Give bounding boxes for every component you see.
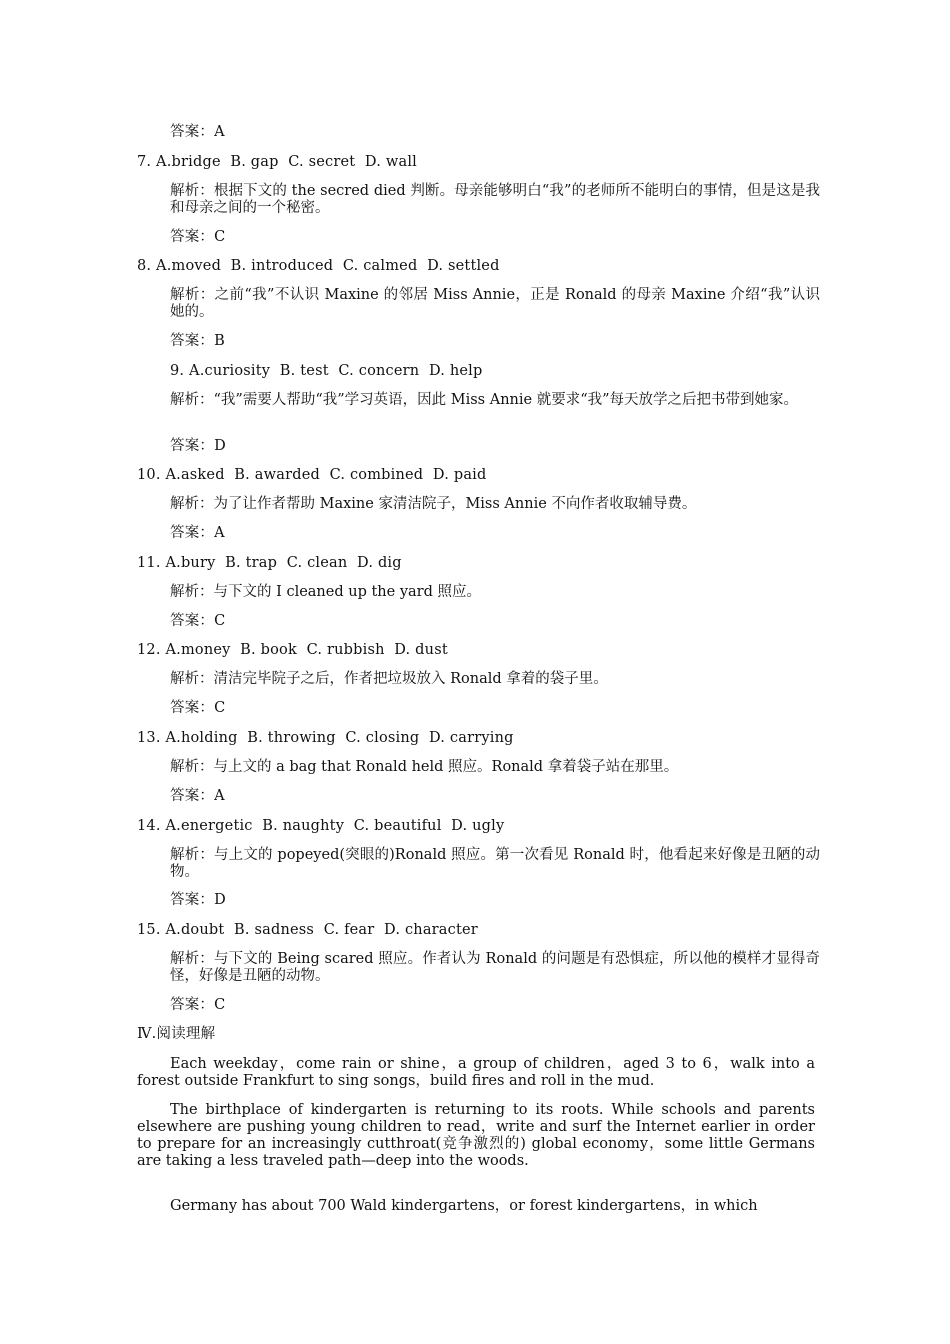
answer-line: 答案：D [170,438,226,454]
reading-paragraph-3: Germany has about 700 Wald kindergartens，or forest kindergartens，in which [170,1198,758,1214]
analysis-11: 解析：与下文的 I cleaned up the yard 照应。 [170,584,481,600]
question-7: 7. A.bridge B. gap C. secret D. wall [137,154,417,170]
answer-line: 答案：A [170,788,225,804]
analysis-13: 解析：与上文的 a bag that Ronald held 照应。Ronald 拿着袋子站在那里。 [170,759,679,775]
answer-line: 答案：D [170,892,226,908]
analysis-8: 解析：之前“我”不认识 Maxine 的邻居 Miss Annie，正是 Ronald 的母亲 Maxine 介绍“我”认识她的。 [170,287,820,320]
answer-line: 答案：B [170,333,225,349]
analysis-14: 解析：与上文的 popeyed(突眼的)Ronald 照应。第一次看见 Ronald 时，他看起来好像是丑陋的动物。 [170,847,820,880]
section-heading: Ⅳ.阅读理解 [137,1026,216,1042]
analysis-12: 解析：清洁完毕院子之后，作者把垃圾放入 Ronald 拿着的袋子里。 [170,671,608,687]
answer-line: 答案：C [170,700,226,716]
answer-line: 答案：C [170,229,226,245]
question-14: 14. A.energetic B. naughty C. beautiful D. ugly [137,818,505,834]
answer-line: 答案：C [170,997,226,1013]
answer-line: 答案：A [170,525,225,541]
question-12: 12. A.money B. book C. rubbish D. dust [137,642,448,658]
analysis-10: 解析：为了让作者帮助 Maxine 家清洁院子，Miss Annie 不向作者收取辅导费。 [170,496,697,512]
question-15: 15. A.doubt B. sadness C. fear D. character [137,922,478,938]
analysis-9: 解析：“我”需要人帮助“我”学习英语，因此 Miss Annie 就要求“我”每天放学之后把书带到她家。 [170,392,799,408]
answer-line: 答案：A [170,124,225,140]
reading-paragraph-1: Each weekday，come rain or shine，a group of children，aged 3 to 6，walk into a forest outside Frankfurt to sing songs，build fires and roll in the mud. [137,1056,815,1089]
analysis-7: 解析：根据下文的 the secred died 判断。母亲能够明白“我”的老师所不能明白的事情，但是这是我和母亲之间的一个秘密。 [170,183,820,216]
analysis-15: 解析：与下文的 Being scared 照应。作者认为 Ronald 的问题是有恐惧症，所以他的模样才显得奇怪，好像是丑陋的动物。 [170,951,820,984]
question-10: 10. A.asked B. awarded C. combined D. paid [137,467,487,483]
question-13: 13. A.holding B. throwing C. closing D. carrying [137,730,514,746]
question-9: 9. A.curiosity B. test C. concern D. help [170,363,483,379]
reading-paragraph-2: The birthplace of kindergarten is returning to its roots. While schools and parents elsewhere are pushing young children to read，write and surf the Internet earlier in order to prepare for an increasingly cutthroat(竞争激烈的) global economy，some little Germans are taking a less traveled path—deep into the woods. [137,1102,815,1169]
answer-line: 答案：C [170,613,226,629]
question-8: 8. A.moved B. introduced C. calmed D. settled [137,258,500,274]
question-11: 11. A.bury B. trap C. clean D. dig [137,555,402,571]
